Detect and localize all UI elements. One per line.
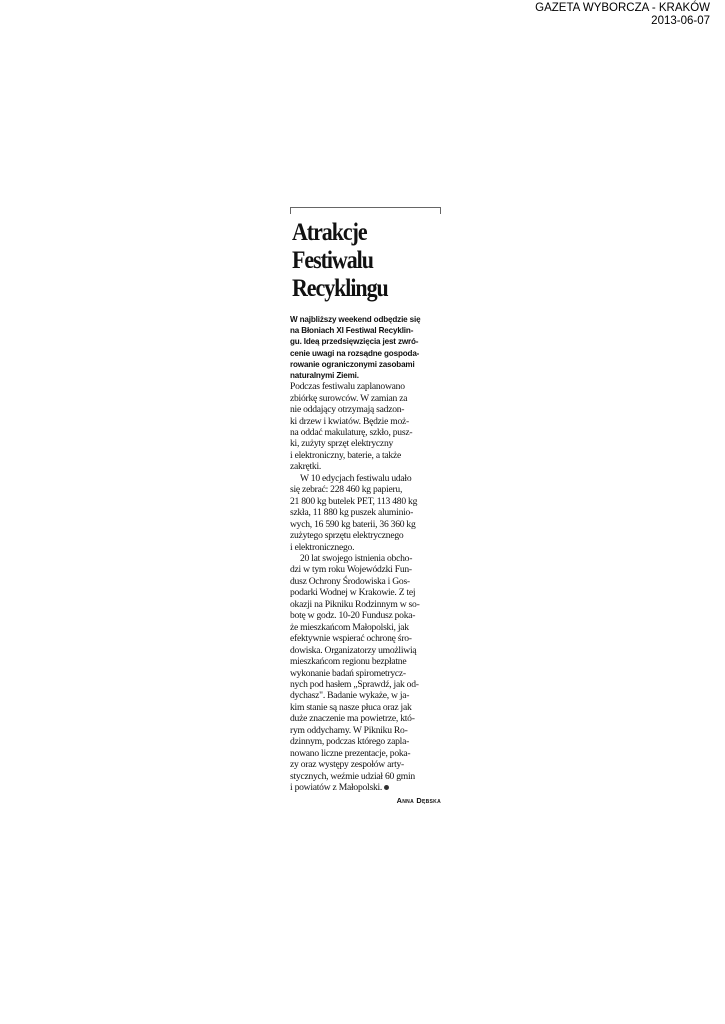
author-byline: Anna Dębska (396, 795, 441, 805)
body-line: się zebrać: 228 460 kg papieru, (290, 484, 403, 496)
body-line: stycznych, weźmie udział 60 gmin (290, 770, 415, 782)
body-line-last (290, 782, 441, 793)
lead-line: na Błoniach XI Festiwal Recyklin- (290, 326, 414, 336)
body-line: zakrętki. (290, 461, 322, 473)
body-line: ki drzew i kwiatów. Będzie moż- (290, 415, 409, 427)
body-line: kim stanie są nasze płuca oraz jak (290, 701, 412, 713)
article (290, 207, 441, 805)
body-line: i elektronicznego. (290, 541, 355, 553)
publication-name: GAZETA WYBORCZA - KRAKÓW (535, 2, 710, 14)
lead-line: gu. Ideą przedsięwzięcia jest zwró- (290, 337, 419, 347)
body-line: W 10 edycjach festiwalu udało (300, 472, 412, 484)
headline-line: Recyklingu (292, 273, 388, 302)
body-line: ki, zużyty sprzęt elektryczny (290, 438, 394, 450)
body-line: dowiska. Organizatorzy umożliwią (290, 644, 417, 656)
body-line: dzinnym, podczas którego zapla- (290, 736, 410, 748)
body-line: mieszkańcom regionu bezpłatne (290, 656, 407, 668)
body-line: że mieszkańcom Małopolski, jak (290, 621, 409, 633)
body-line: wych, 16 590 kg baterii, 36 360 kg (290, 518, 416, 530)
body-line: okazji na Pikniku Rodzinnym w so- (290, 598, 420, 610)
end-of-article-icon (384, 785, 389, 790)
lead-paragraph (290, 314, 441, 381)
body-line: wykonanie badań spirometrycz- (290, 667, 406, 679)
body-line: zbiórkę surowców. W zamian za (290, 392, 408, 404)
body-line: duże znaczenie ma powietrze, któ- (290, 713, 415, 725)
body-line: szkła, 11 880 kg puszek aluminio- (290, 507, 414, 519)
body-line: zużytego sprzętu elektrycznego (290, 530, 404, 542)
body-line: botę w godz. 10-20 Fundusz poka- (290, 610, 416, 622)
headline (292, 218, 443, 302)
body-line-text: i powiatów z Małopolski. (290, 782, 383, 794)
body-line: 20 lat swojego istnienia obcho- (300, 553, 413, 565)
headline-line: Festiwalu (292, 245, 373, 274)
publication-date: 2013-06-07 (651, 15, 710, 27)
lead-line: naturalnymi Ziemi. (290, 371, 359, 381)
body-line: zy oraz występy zespołów arty- (290, 759, 404, 771)
body-line: i elektroniczny, baterie, a także (290, 449, 401, 461)
body-line: 21 800 kg butelek PET, 113 480 kg (290, 495, 418, 507)
body-line: nie oddający otrzymają sadzon- (290, 404, 405, 416)
headline-line: Atrakcje (292, 217, 367, 246)
body-line: na oddać makulaturę, szkło, pusz- (290, 427, 413, 439)
lead-line: cenie uwagi na rozsądne gospoda- (290, 348, 420, 358)
body-line: nych pod hasłem „Sprawdź, jak od- (290, 679, 419, 690)
body-line: dzi w tym roku Wojewódzki Fun- (290, 564, 412, 576)
body-line: nowano liczne prezentacje, poka- (290, 747, 411, 759)
body-line: dychasz". Badanie wykaże, w ja- (290, 690, 410, 702)
body-line: rym oddychamy. W Pikniku Ro- (290, 724, 408, 736)
lead-line: W najbliższy weekend odbędzie się (290, 315, 421, 324)
body-line: dusz Ochrony Środowiska i Gos- (290, 575, 410, 587)
body-line: podarki Wodnej w Krakowie. Z tej (290, 587, 416, 599)
body-line: Podczas festiwalu zaplanowano (290, 381, 405, 393)
body-line: efektywnie wspierać ochronę śro- (290, 633, 412, 645)
lead-line: rowanie ograniczonymi zasobami (290, 359, 415, 369)
publication-info (535, 2, 710, 28)
top-rule (290, 207, 441, 214)
article-body (290, 381, 441, 793)
